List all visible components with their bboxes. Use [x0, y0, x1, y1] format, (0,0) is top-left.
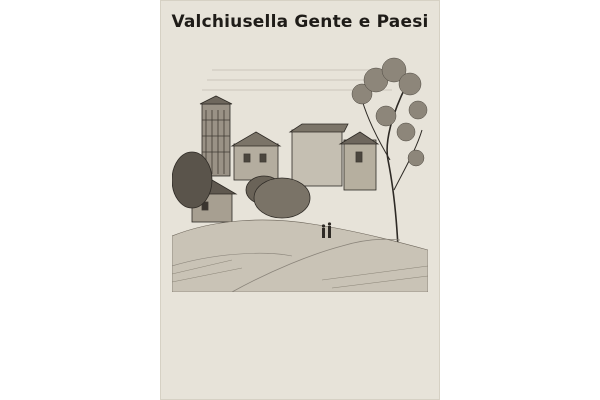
- authors-list: [172, 294, 430, 376]
- authors-line: [172, 315, 430, 325]
- authors-line: [172, 335, 430, 345]
- book-cover: [160, 0, 440, 400]
- cover-footer: [172, 382, 430, 394]
- engraving-illustration: [172, 40, 428, 292]
- authors-line: [172, 304, 430, 314]
- authors-line: [172, 366, 430, 376]
- authors-line: [172, 356, 430, 366]
- authors-line: [172, 294, 430, 304]
- cover-title: Valchiusella Gente e Paesi: [171, 12, 429, 32]
- authors-line: [172, 325, 430, 335]
- authors-line: [172, 345, 430, 355]
